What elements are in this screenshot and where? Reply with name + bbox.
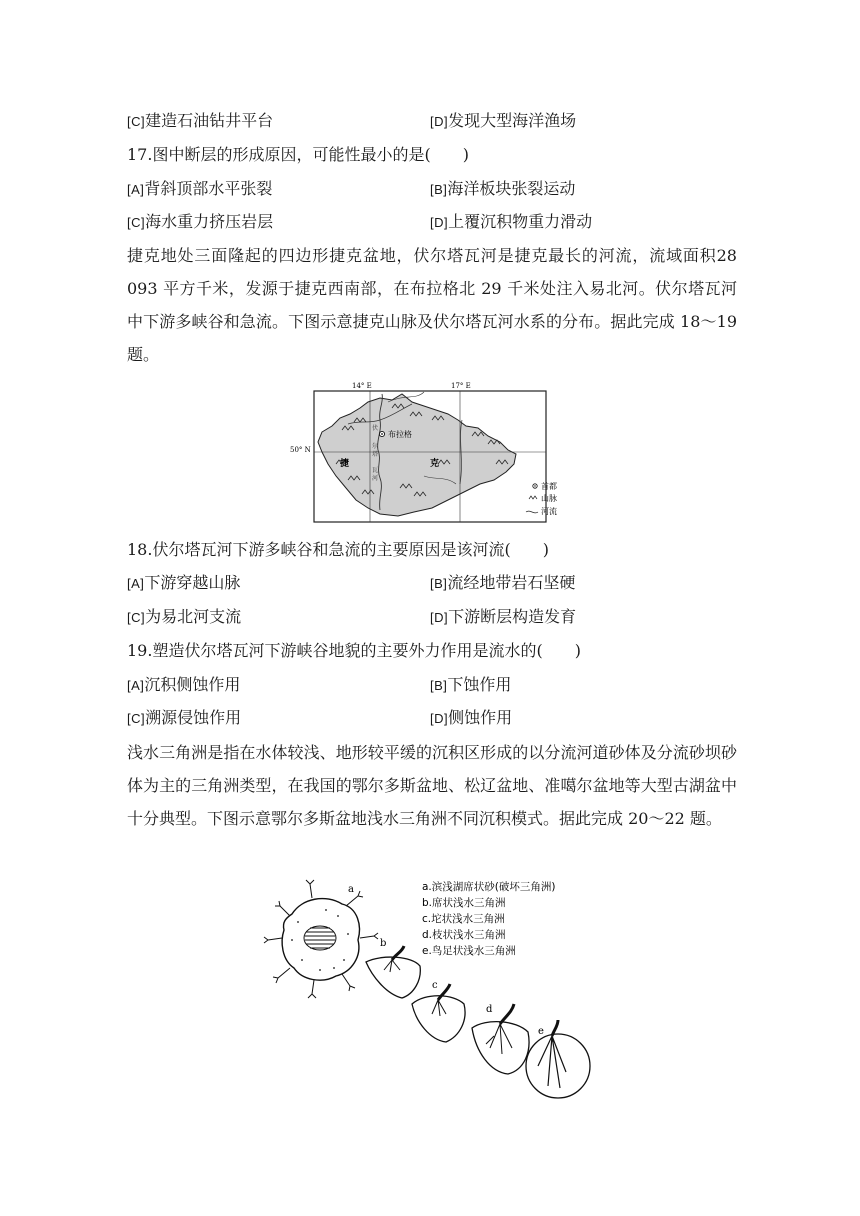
delta-diagram-b: [366, 938, 420, 998]
q17-option-a: [127, 178, 272, 201]
lon-label-17: 17° E: [451, 382, 471, 390]
q18-option-b: [430, 572, 575, 595]
delta-legend: [422, 880, 555, 957]
option-tag: [A]: [127, 182, 145, 197]
option-text: 下蚀作用: [447, 675, 512, 694]
main-channel-d: [500, 1004, 514, 1024]
q17-option-c: [127, 211, 273, 234]
diagram-label-c: c: [432, 980, 438, 991]
river-char: 塔: [372, 451, 379, 458]
lake-basin-b: [366, 957, 420, 998]
q19-option-c: [127, 707, 241, 730]
lat-label-50: 50° N: [290, 446, 311, 454]
river-char: 瓦: [372, 467, 379, 474]
q18-option-a: [127, 572, 240, 595]
diagram-label-e: e: [538, 1026, 544, 1037]
q19-option-d: [430, 707, 512, 730]
legend-capital-label: 首都: [541, 482, 557, 491]
country-label-left: 捷: [340, 459, 350, 469]
delta-diagram-c: [412, 980, 465, 1042]
option-text: 为易北河支流: [145, 607, 242, 626]
q16-option-c: [127, 110, 273, 133]
q17-option-d: [430, 211, 592, 234]
delta-diagram-e: [526, 1020, 590, 1098]
sand-core: [304, 926, 336, 950]
option-tag: [D]: [430, 711, 449, 726]
q19-stem: 19.塑造伏尔塔瓦河下游峡谷地貌的主要外力作用是流水的( ): [127, 641, 581, 660]
q18-option-d: [430, 606, 576, 629]
q19-option-b: [430, 674, 511, 697]
q17-stem: 17.图中断层的形成原因，可能性最小的是( ): [127, 145, 469, 164]
option-text: 侧蚀作用: [448, 708, 513, 727]
capital-marker-dot: [381, 433, 383, 435]
option-text: 下游穿越山脉: [144, 573, 241, 592]
option-text: 海洋板块张裂运动: [447, 179, 576, 198]
q17-option-b: [430, 178, 575, 201]
q18-stem: 18.伏尔塔瓦河下游多峡谷和急流的主要原因是该河流( ): [127, 540, 549, 559]
option-tag: [B]: [430, 678, 448, 693]
option-tag: [A]: [127, 576, 145, 591]
legend-item: d.枝状浅水三角洲: [422, 929, 506, 941]
option-tag: [B]: [430, 182, 448, 197]
legend-river-label: 河流: [541, 507, 557, 516]
option-text: 建造石油钻井平台: [145, 111, 274, 130]
option-tag: [C]: [127, 610, 146, 625]
river-char: 河: [372, 475, 379, 482]
country-label-right: 克: [430, 459, 440, 469]
option-tag: [C]: [127, 114, 146, 129]
option-text: 流经地带岩石坚硬: [447, 573, 576, 592]
option-tag: [D]: [430, 215, 449, 230]
option-text: 下游断层构造发育: [448, 607, 577, 626]
option-text: 背斜顶部水平张裂: [144, 179, 273, 198]
river-char: 尔: [372, 443, 379, 450]
q16-option-d: [430, 110, 576, 133]
diagram-label-d: d: [486, 1004, 493, 1015]
passage-delta: 浅水三角洲是指在水体较浅、地形较平缓的沉积区形成的以分流河道砂体及分流砂坝砂体为主的三角洲类型，在我国的鄂尔多斯盆地、松辽盆地、准噶尔盆地等大型古湖盆中十分典型。下图示意鄂尔多斯盆地浅水三角洲不同沉积模式。据此完成 20～22 题。: [127, 743, 737, 828]
legend-capital-dot: [534, 485, 535, 486]
option-text: 发现大型海洋渔场: [448, 111, 577, 130]
czech-map: [288, 380, 578, 526]
option-tag: [A]: [127, 678, 145, 693]
passage-czech: 捷克地处三面隆起的四边形捷克盆地，伏尔塔瓦河是捷克最长的河流，流域面积28 093 平方千米，发源于捷克西南部，在布拉格北 29 千米处注入易北河。伏尔塔瓦河中下游多峡谷和急流。下图示意捷克山脉及伏尔塔瓦河水系的分布。据此完成 18～19 题。: [127, 246, 737, 364]
option-tag: [C]: [127, 215, 146, 230]
delta-deposition-figure: [262, 876, 592, 1108]
legend-item: a.滨浅湖席状砂(破坏三角洲): [422, 881, 556, 893]
diagram-label-b: b: [380, 938, 387, 949]
option-text: 上覆沉积物重力滑动: [448, 212, 593, 231]
option-tag: [D]: [430, 114, 449, 129]
delta-diagram-a: [264, 880, 378, 998]
legend-item: c.坨状浅水三角洲: [422, 913, 505, 925]
q18-option-c: [127, 606, 241, 629]
diagram-label-a: a: [348, 884, 354, 895]
lon-label-14: 14° E: [352, 382, 372, 390]
legend-item: e.鸟足状浅水三角洲: [422, 945, 516, 957]
option-text: 海水重力挤压岩层: [145, 212, 274, 231]
river-char: 伏: [372, 425, 379, 432]
delta-diagram-d: [472, 1004, 529, 1074]
option-text: 溯源侵蚀作用: [145, 708, 242, 727]
capital-label: 布拉格: [388, 430, 412, 439]
option-text: 沉积侧蚀作用: [144, 675, 241, 694]
q19-option-a: [127, 674, 240, 697]
legend-item: b.席状浅水三角洲: [422, 897, 506, 909]
legend-mountain-label: 山脉: [541, 494, 557, 503]
option-tag: [C]: [127, 711, 146, 726]
option-tag: [D]: [430, 610, 449, 625]
option-tag: [B]: [430, 576, 448, 591]
lake-basin-e: [526, 1034, 590, 1098]
